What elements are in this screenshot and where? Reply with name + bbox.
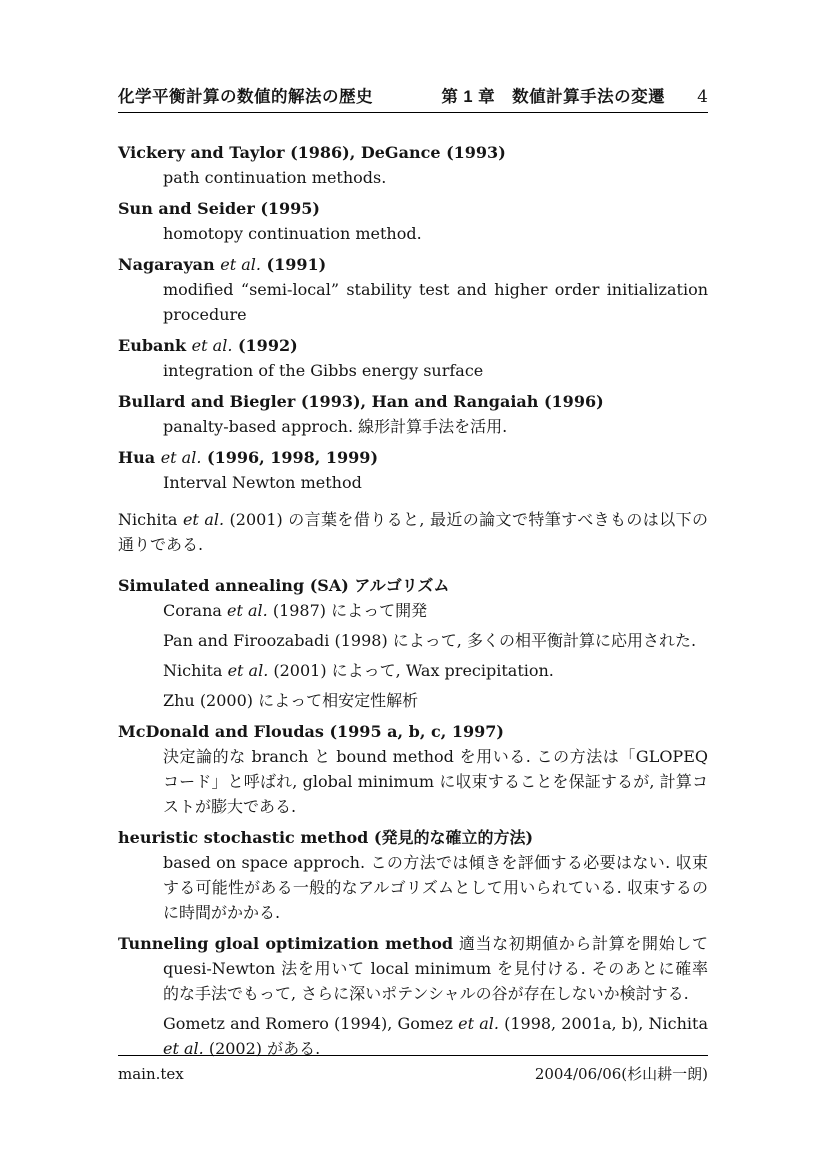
text-segment: heuristic stochastic method (発見的な確立的方法) (118, 828, 534, 847)
entry-description (163, 658, 708, 683)
entry-description (163, 221, 708, 246)
entry-heading (118, 719, 708, 744)
entry-heading (118, 931, 708, 1006)
entry (118, 825, 708, 925)
text-segment: et al. (191, 336, 233, 355)
text-segment: path continuation methods. (163, 168, 387, 187)
entry-description (163, 598, 708, 623)
text-segment: et al. (220, 255, 261, 274)
text-segment: (1987) によって開発 (267, 601, 428, 620)
entry (118, 389, 708, 439)
text-segment: 決定論的な branch と bound method を用いる. この方法は「GLOPEQ コード」と呼ばれ, global minimum に収束することを保証するが, 計算コストが膨大である. (163, 747, 708, 816)
header-chapter: 第 1 章 数値計算手法の変遷 (441, 88, 666, 106)
text-segment: Simulated annealing (SA) アルゴリズム (118, 576, 450, 595)
entry-heading (118, 140, 708, 165)
entry (118, 333, 708, 383)
entry-description (163, 414, 708, 439)
text-segment: modified “semi-local” stability test and higher order initialization procedure (163, 280, 708, 324)
footer-date-author: 2004/06/06(杉山耕一朗) (534, 1065, 708, 1083)
text-segment: integration of the Gibbs energy surface (163, 361, 484, 380)
text-segment: Zhu (2000) によって相安定性解析 (163, 691, 419, 710)
text-segment: (1996, 1998, 1999) (201, 448, 379, 467)
text-segment: (1992) (232, 336, 298, 355)
text-segment: Sun and Seider (1995) (118, 199, 320, 218)
entry (118, 931, 708, 1061)
text-segment: Tunneling gloal optimization method (118, 934, 454, 953)
text-segment: (2001) の言葉を借りると, 最近の論文で特筆すべきものは以下の通りである. (118, 510, 708, 554)
entry (118, 252, 708, 327)
entry-description (163, 744, 708, 819)
entry-heading (118, 252, 708, 277)
text-segment: et al. (163, 1039, 204, 1058)
entry-heading (118, 573, 708, 598)
entry-description (163, 165, 708, 190)
text-segment: (2001) によって, Wax precipitation. (268, 661, 554, 680)
header-title: 化学平衡計算の数値的解法の歴史 (118, 88, 373, 106)
entry-heading (118, 389, 708, 414)
entry-description (163, 358, 708, 383)
entry (118, 719, 708, 819)
text-segment: 適当な初期値から計算を開始して quesi-Newton 法を用いて local minimum を見付ける. そのあとに確率的な手法でもって, さらに深いポテンシャルの谷が存在しないか検討する. (163, 934, 709, 1003)
entry-description (163, 1011, 708, 1061)
text-segment: panalty-based approch. 線形計算手法を活用. (163, 417, 508, 436)
text-segment: Bullard and Biegler (1993), Han and Rangaiah (1996) (118, 392, 604, 411)
text-segment: Eubank (118, 336, 192, 355)
text-segment: McDonald and Floudas (1995 a, b, c, 1997) (118, 722, 504, 741)
text-segment: Nichita (118, 510, 183, 529)
entry (118, 196, 708, 246)
text-segment: et al. (458, 1014, 499, 1033)
entry-heading (118, 333, 708, 358)
entry-description (163, 277, 708, 327)
text-segment: Corana (163, 601, 227, 620)
paragraph (118, 507, 708, 557)
entry-heading (118, 445, 708, 470)
text-segment: (1998, 2001a, b), Nichita (498, 1014, 708, 1033)
entry-heading (118, 196, 708, 221)
text-segment: homotopy continuation method. (163, 224, 422, 243)
page-header (118, 83, 708, 113)
text-segment: Nichita (163, 661, 228, 680)
entry (118, 140, 708, 190)
text-segment: et al. (182, 510, 225, 529)
text-segment: (2002) がある. (203, 1039, 321, 1058)
entry-heading (118, 825, 708, 850)
entry (118, 507, 708, 557)
entry-description (163, 470, 708, 495)
text-segment: based on space approch. この方法では傾きを評価する必要はない. 収束する可能性がある一般的なアルゴリズムとして用いられている. 収束するのに時間がかかる. (163, 853, 708, 922)
text-segment: et al. (227, 661, 269, 680)
text-segment: et al. (227, 601, 268, 620)
text-segment: Vickery and Taylor (1986), DeGance (1993) (118, 143, 506, 162)
header-page-number: 4 (697, 87, 708, 107)
text-segment: Hua (118, 448, 161, 467)
entry-description (163, 688, 708, 713)
text-segment: (1991) (260, 255, 327, 274)
text-segment: Gometz and Romero (1994), Gomez (163, 1014, 459, 1033)
text-segment: et al. (160, 448, 202, 467)
entry-description (163, 850, 708, 925)
entry-description (163, 628, 708, 653)
text-segment: Nagarayan (118, 255, 221, 274)
page-footer (118, 1055, 708, 1084)
entry (118, 445, 708, 495)
entry (118, 573, 708, 713)
footer-filename: main.tex (118, 1065, 184, 1083)
entries (118, 140, 708, 1067)
text-segment: Interval Newton method (163, 473, 362, 492)
text-segment: Pan and Firoozabadi (1998) によって, 多くの相平衡計算に応用された. (163, 631, 697, 650)
